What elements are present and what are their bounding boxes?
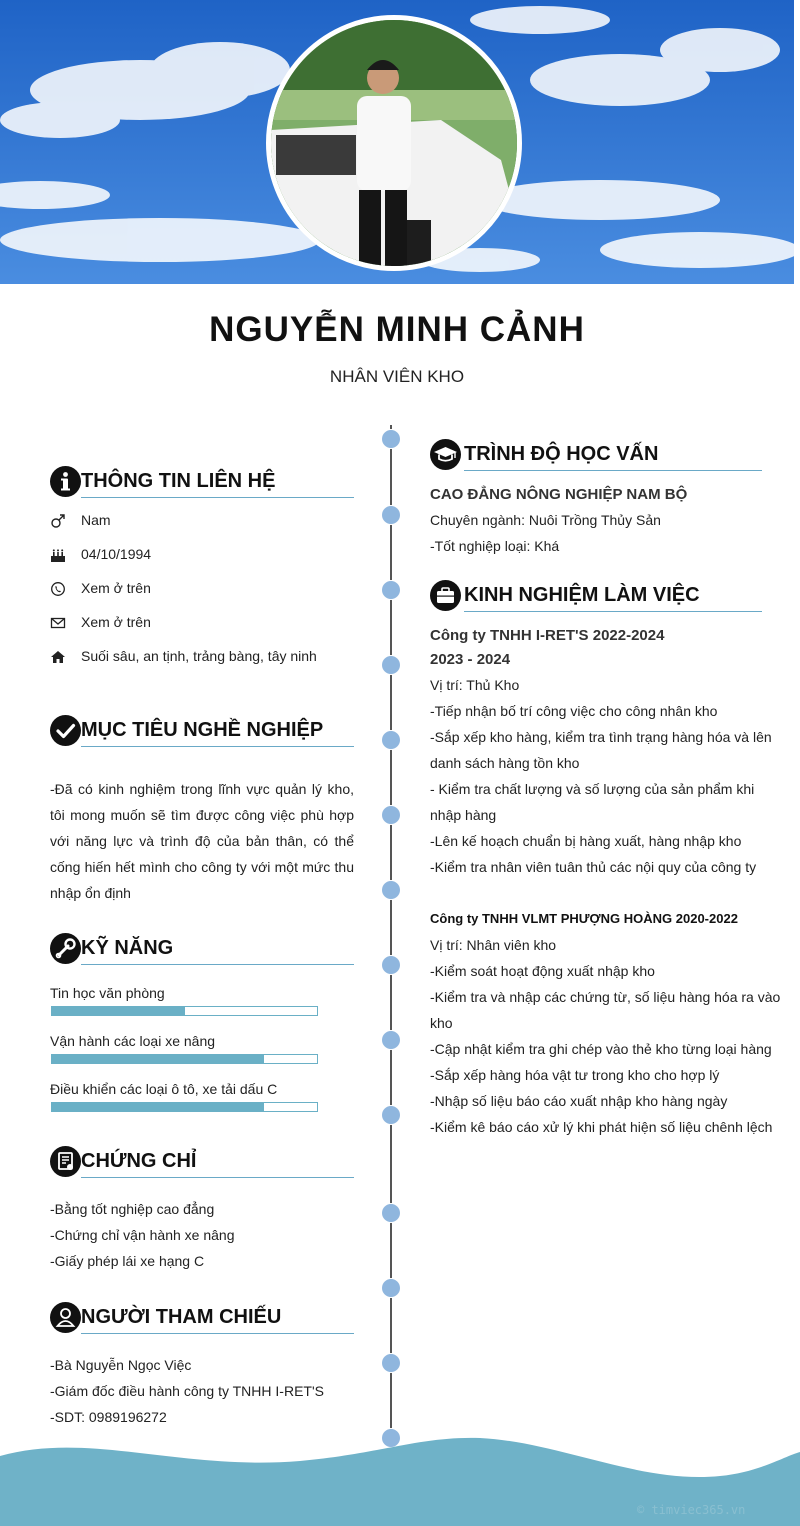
timeline-dot bbox=[381, 955, 401, 975]
certificates-heading: CHỨNG CHỈ bbox=[81, 1150, 197, 1172]
skill-bar bbox=[51, 1054, 318, 1064]
job2-company: Công ty TNHH VLMT PHƯỢNG HOÀNG 2020-2022 bbox=[430, 911, 738, 926]
timeline-dot bbox=[381, 880, 401, 900]
timeline bbox=[380, 425, 402, 1445]
education-school: CAO ĐẲNG NÔNG NGHIỆP NAM BỘ bbox=[430, 486, 688, 503]
contact-item-phone[interactable]: Xem ở trên bbox=[50, 578, 360, 600]
objective-heading: MỤC TIÊU NGHỀ NGHIỆP bbox=[81, 719, 324, 741]
experience-section-header bbox=[430, 580, 770, 616]
education-major: Chuyên ngành: Nuôi Trồng Thủy Sản bbox=[430, 512, 661, 528]
education-heading: TRÌNH ĐỘ HỌC VẤN bbox=[464, 443, 659, 465]
job2-line: Vị trí: Nhân viên kho bbox=[430, 937, 557, 953]
job2-line: kho bbox=[430, 1015, 453, 1031]
job1-line: -Sắp xếp kho hàng, kiểm tra tình trạng hàng hóa và lên bbox=[430, 729, 772, 745]
job1-company: Công ty TNHH I-RET'S 2022-2024 bbox=[430, 627, 665, 644]
certificate-item: -Giấy phép lái xe hạng C bbox=[50, 1253, 205, 1269]
education-section-header bbox=[430, 439, 770, 475]
timeline-dot bbox=[381, 805, 401, 825]
job1-line: -Lên kế hoạch chuẩn bị hàng xuất, hàng nhập kho bbox=[430, 833, 742, 849]
skill-bar bbox=[51, 1102, 318, 1112]
job2-line: -Kiểm soát hoạt động xuất nhập kho bbox=[430, 963, 655, 979]
birthday-cake-icon bbox=[50, 547, 66, 563]
skill-label: Điều khiển các loại ô tô, xe tải dấu C bbox=[50, 1081, 278, 1097]
job1-period: 2023 - 2024 bbox=[430, 651, 511, 668]
email-icon bbox=[50, 615, 66, 631]
user-icon bbox=[50, 1302, 81, 1333]
job2-line: -Kiểm kê báo cáo xử lý khi phát hiện số liệu chênh lệch bbox=[430, 1119, 773, 1135]
objective-section-header bbox=[50, 715, 360, 751]
timeline-dot bbox=[381, 505, 401, 525]
skill-label: Tin học văn phòng bbox=[50, 985, 165, 1001]
job1-line: danh sách hàng tồn kho bbox=[430, 755, 580, 771]
candidate-job-title: NHÂN VIÊN KHO bbox=[329, 367, 465, 386]
certificate-item: -Bằng tốt nghiệp cao đẳng bbox=[50, 1201, 215, 1217]
skill-label: Vận hành các loại xe nâng bbox=[50, 1033, 216, 1049]
section-divider bbox=[81, 1333, 354, 1334]
contact-item-address: Suối sâu, an tịnh, trảng bàng, tây ninh bbox=[50, 646, 360, 668]
certificate-icon bbox=[50, 1146, 81, 1177]
references-section-header bbox=[50, 1302, 360, 1338]
reference-item: -Giám đốc điều hành công ty TNHH I-RET'S bbox=[50, 1383, 324, 1399]
graduation-cap-icon bbox=[430, 439, 461, 470]
job2-line: -Cập nhật kiểm tra ghi chép vào thẻ kho từng loại hàng bbox=[430, 1041, 772, 1057]
job1-line: -Tiếp nhận bố trí công việc cho công nhân kho bbox=[430, 703, 718, 719]
reference-item: -SDT: 0989196272 bbox=[50, 1409, 167, 1425]
watermark: © timviec365.vn bbox=[637, 1503, 746, 1517]
job1-line: -Kiểm tra nhân viên tuân thủ các nội quy của công ty bbox=[430, 859, 757, 875]
timeline-dot bbox=[381, 730, 401, 750]
certificates-section-header bbox=[50, 1146, 360, 1182]
reference-item: -Bà Nguyễn Ngọc Việc bbox=[50, 1357, 192, 1373]
contact-item-gender: Nam bbox=[50, 510, 360, 532]
briefcase-icon bbox=[430, 580, 461, 611]
skill-bar bbox=[51, 1006, 318, 1016]
job1-line: Vị trí: Thủ Kho bbox=[430, 677, 520, 693]
timeline-dot bbox=[381, 429, 401, 449]
skills-heading: KỸ NĂNG bbox=[81, 937, 174, 959]
section-divider bbox=[464, 611, 762, 612]
candidate-name: NGUYỄN MINH CẢNH bbox=[209, 310, 585, 349]
timeline-dot bbox=[381, 655, 401, 675]
profile-photo bbox=[266, 15, 522, 271]
section-divider bbox=[464, 470, 762, 471]
contact-heading: THÔNG TIN LIÊN HỆ bbox=[81, 470, 276, 492]
job2-line: -Kiểm tra và nhập các chứng từ, số liệu hàng hóa ra vào bbox=[430, 989, 781, 1005]
skill-fill bbox=[52, 1007, 185, 1015]
contact-item-email[interactable]: Xem ở trên bbox=[50, 612, 360, 634]
references-heading: NGƯỜI THAM CHIẾU bbox=[81, 1306, 282, 1328]
timeline-dot bbox=[381, 1105, 401, 1125]
skill-fill bbox=[52, 1103, 264, 1111]
section-divider bbox=[81, 746, 354, 747]
skills-section-header bbox=[50, 933, 360, 969]
section-divider bbox=[81, 1177, 354, 1178]
contact-item-birthday: 04/10/1994 bbox=[50, 544, 360, 566]
certificate-item: -Chứng chỉ vận hành xe nâng bbox=[50, 1227, 235, 1243]
timeline-dot bbox=[381, 1278, 401, 1298]
job1-line: nhập hàng bbox=[430, 807, 497, 823]
info-icon bbox=[50, 466, 81, 497]
home-icon bbox=[50, 649, 66, 665]
job1-line: - Kiểm tra chất lượng và số lượng của sản phẩm khi bbox=[430, 781, 755, 797]
skill-fill bbox=[52, 1055, 264, 1063]
objective-text: -Đã có kinh nghiệm trong lĩnh vực quản lý kho, tôi mong muốn sẽ tìm được công việc phù hợp với năng lực và trình độ của bản thân, có thể cống hiến hết mình cho công ty với một mức thu nhập ổn định bbox=[50, 781, 354, 901]
checkmark-icon bbox=[50, 715, 81, 746]
phone-icon bbox=[50, 581, 66, 597]
timeline-dot bbox=[381, 580, 401, 600]
education-grade: -Tốt nghiệp loại: Khá bbox=[430, 538, 560, 554]
section-divider bbox=[81, 964, 354, 965]
timeline-dot bbox=[381, 1030, 401, 1050]
job2-line: -Nhập số liệu báo cáo xuất nhập kho hàng ngày bbox=[430, 1093, 728, 1109]
gender-icon bbox=[50, 513, 66, 529]
contact-section-header bbox=[50, 466, 360, 502]
job2-line: -Sắp xếp hàng hóa vật tư trong kho cho hợp lý bbox=[430, 1067, 720, 1083]
wrench-icon bbox=[50, 933, 81, 964]
section-divider bbox=[81, 497, 354, 498]
timeline-dot bbox=[381, 1353, 401, 1373]
experience-heading: KINH NGHIỆM LÀM VIỆC bbox=[464, 584, 700, 606]
timeline-dot bbox=[381, 1203, 401, 1223]
